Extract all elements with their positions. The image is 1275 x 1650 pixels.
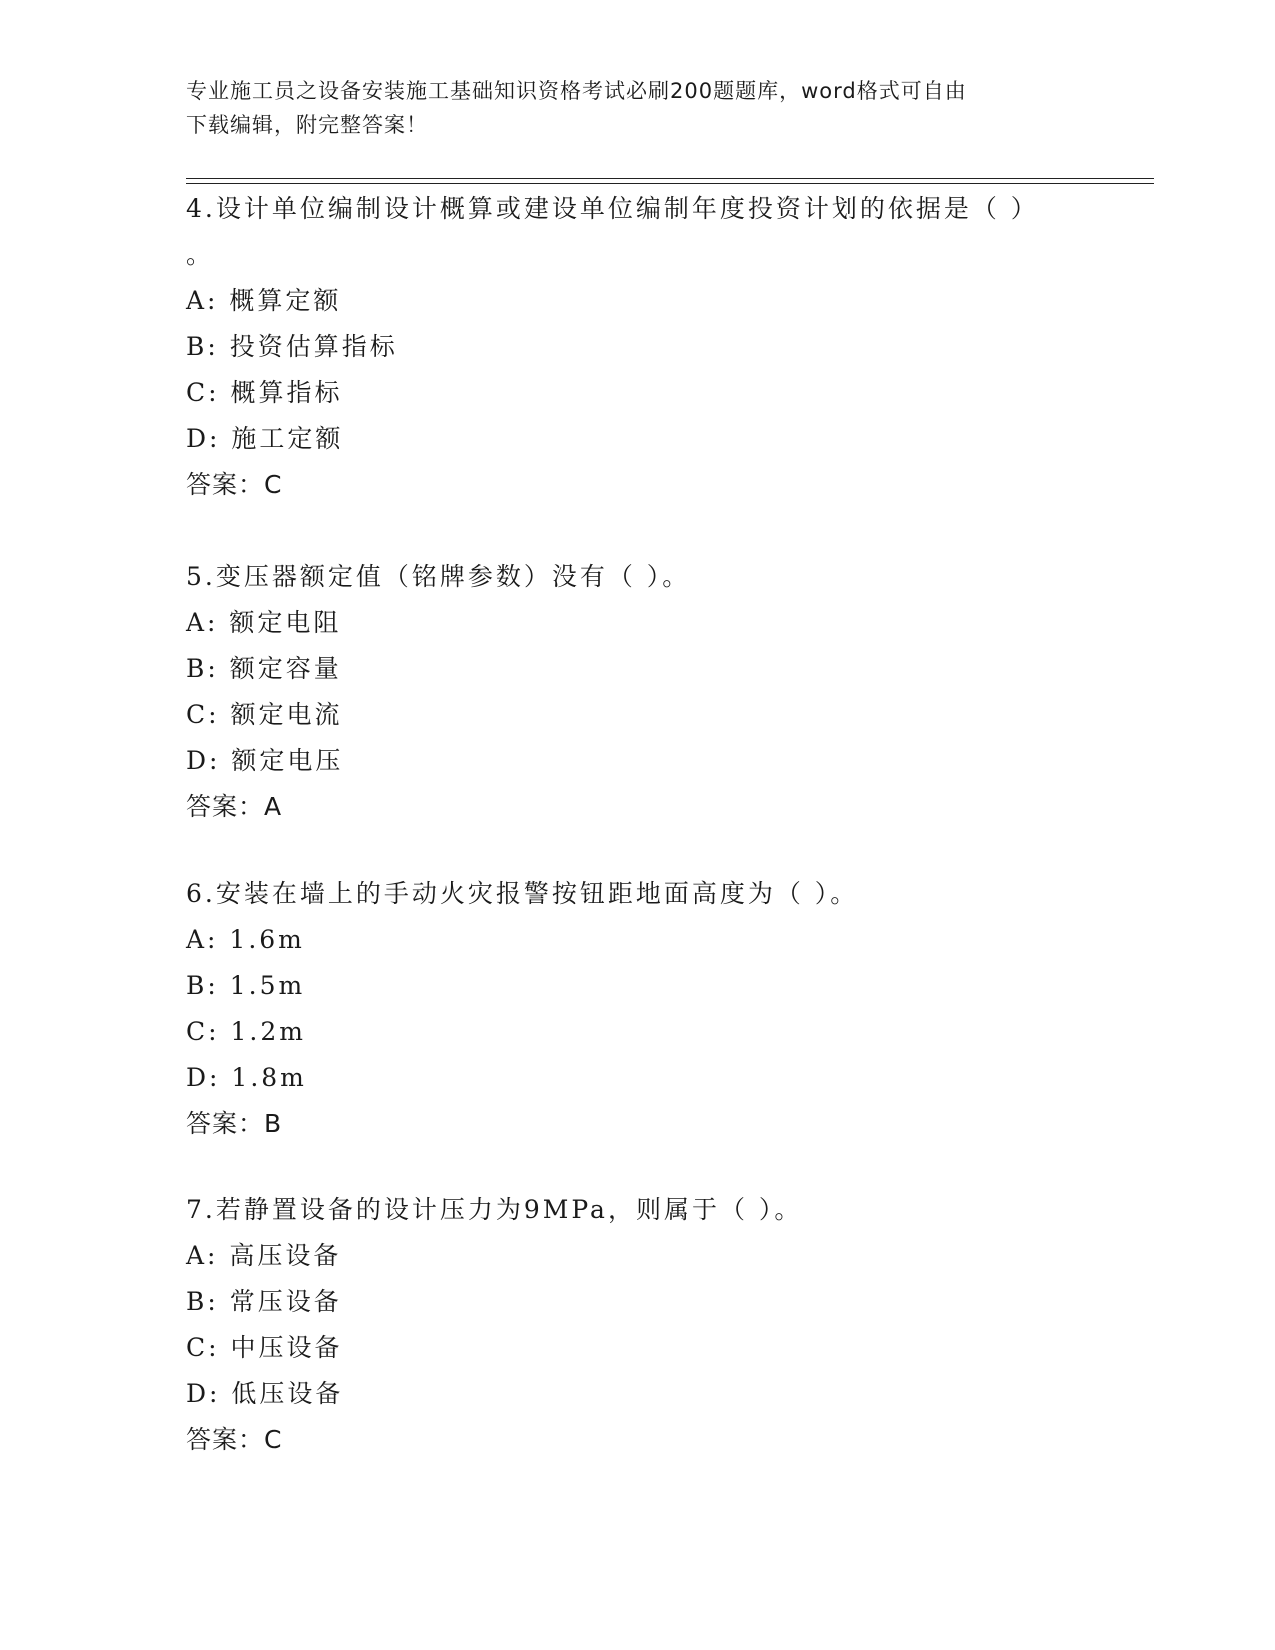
option-a: A: 额定电阻	[186, 608, 342, 637]
header-line-2: 下载编辑，附完整答案！	[186, 113, 428, 137]
option-c: C: 额定电流	[186, 700, 343, 729]
option-b: B: 投资估算指标	[186, 332, 398, 361]
option-d: D: 1.8m	[186, 1063, 307, 1092]
question-block	[186, 186, 1086, 508]
option-b: B: 额定容量	[186, 654, 342, 683]
answer-line: 答案：C	[186, 470, 283, 499]
question-title: 4.设计单位编制设计概算或建设单位编制年度投资计划的依据是（ ）	[186, 194, 1039, 223]
question-block	[186, 1187, 1086, 1463]
answer-line: 答案：B	[186, 1109, 283, 1138]
option-a: A: 高压设备	[186, 1241, 342, 1270]
question-title-continuation: 。	[186, 240, 212, 269]
option-b: B: 1.5m	[186, 971, 306, 1000]
option-a: A: 概算定额	[186, 286, 342, 315]
option-c: C: 概算指标	[186, 378, 343, 407]
question-block	[186, 871, 1086, 1147]
answer-line: 答案：A	[186, 792, 283, 821]
option-d: D: 低压设备	[186, 1379, 344, 1408]
option-d: D: 额定电压	[186, 746, 344, 775]
option-c: C: 中压设备	[186, 1333, 343, 1362]
header-divider-top	[186, 178, 1154, 179]
header-line-1: 专业施工员之设备安装施工基础知识资格考试必刷200题题库，word格式可自由	[186, 79, 967, 103]
option-d: D: 施工定额	[186, 424, 344, 453]
option-b: B: 常压设备	[186, 1287, 342, 1316]
header-divider-bottom	[186, 183, 1154, 184]
question-title: 7.若静置设备的设计压力为9MPa，则属于（ ）。	[186, 1195, 803, 1224]
document-header	[186, 74, 1066, 142]
question-title: 6.安装在墙上的手动火灾报警按钮距地面高度为（ ）。	[186, 879, 859, 908]
option-c: C: 1.2m	[186, 1017, 306, 1046]
answer-line: 答案：C	[186, 1425, 283, 1454]
question-title: 5.变压器额定值（铭牌参数）没有（ ）。	[186, 562, 691, 591]
question-block	[186, 554, 1086, 830]
option-a: A: 1.6m	[186, 925, 305, 954]
